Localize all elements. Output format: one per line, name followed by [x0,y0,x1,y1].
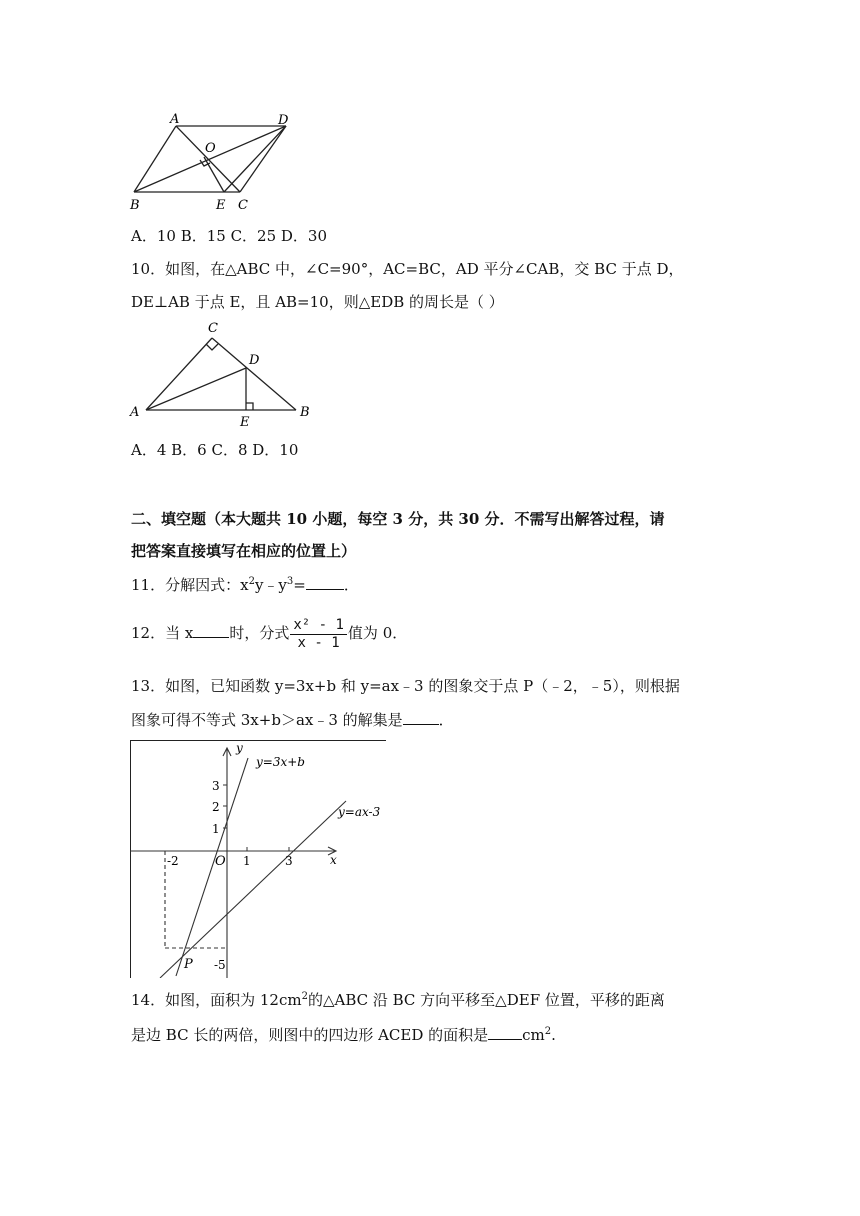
q12-numerator: x² - 1 [290,617,347,635]
q12-fraction [290,617,347,652]
vertex-D-label: D [278,113,289,128]
y-tick-1: 1 [212,822,220,836]
vertex-C-label: C [238,198,248,213]
vertex-B-label: B [130,198,140,213]
linear-functions-graph [130,740,386,978]
q11-sup2: 3 [286,576,294,587]
q11-answer-blank[interactable] [306,574,344,590]
vertex-A-label: A [170,112,180,127]
q12-answer-blank[interactable] [193,622,229,638]
q13-answer-blank[interactable] [403,709,439,725]
x-tick-3: 3 [285,854,293,868]
q14-unit: cm [522,1026,545,1044]
q11-prefix: 11．分解因式：x [131,576,249,594]
vertex-O-label: O [205,141,216,156]
x-tick-minus2: -2 [167,854,179,868]
q14-end: . [551,1026,556,1044]
section-heading-line1: 二、填空题（本大题共 10 小题，每空 3 分，共 30 分．不需写出解答过程，请 [131,510,665,528]
q10-options: A．4 B．6 C．8 D．10 [131,441,299,459]
q12-denominator: x - 1 [297,634,340,651]
vertex-A-label: A [130,405,140,420]
vertex-C-label: C [208,321,218,336]
q12-mid: 时，分式 [229,624,290,642]
q14-text-line1 [131,990,665,1010]
y-axis-label: y [236,741,243,755]
parallelogram-figure [126,110,296,214]
intersection-P-label: P [184,957,193,972]
q14-text-line2 [131,1024,556,1045]
q14-line1-suffix: 的△ABC 沿 BC 方向平移至△DEF 位置，平移的距离 [307,991,665,1009]
q12-text [131,614,407,652]
q12-suffix: 值为 0． [347,624,408,642]
q14-sup1: 2 [301,991,308,1002]
q14-answer-blank[interactable] [488,1024,522,1040]
y-tick-2: 2 [212,800,220,814]
q11-end: ． [343,576,359,594]
y-tick-3: 3 [212,779,220,793]
q13-text-line2 [131,709,454,730]
origin-label: O [215,854,226,869]
vertex-B-label: B [300,405,310,420]
q11-suffix: = [293,576,306,594]
q10-text-line1: 10．如图，在△ABC 中，∠C=90°，AC=BC，AD 平分∠CAB，交 BC 于点 D， [131,260,684,278]
q14-line2-prefix: 是边 BC 长的两倍，则图中的四边形 ACED 的面积是 [131,1026,489,1044]
q11-sup1: 2 [248,576,255,587]
q14-sup2: 2 [544,1026,552,1037]
section-heading-line2: 把答案直接填写在相应的位置上） [131,542,357,560]
q11-mid: y﹣y [254,576,287,594]
x-tick-1: 1 [243,854,251,868]
line1-label: y=3x+b [256,755,305,769]
line2-label: y=ax-3 [338,805,381,819]
vertex-E-label: E [216,198,226,213]
vertex-E-label: E [240,415,250,430]
q11-text [131,574,359,595]
q9-options: A．10 B．15 C．25 D．30 [131,227,328,245]
q13-text-line1: 13．如图，已知函数 y=3x+b 和 y=ax﹣3 的图象交于点 P（﹣2，﹣5），则根据 [131,677,680,695]
q12-prefix: 12．当 x [131,624,194,642]
x-axis-label: x [330,853,337,867]
q14-line1-prefix: 14．如图，面积为 12cm [131,991,302,1009]
vertex-D-label: D [249,353,260,368]
q13-line2-prefix: 图象可得不等式 3x+b＞ax﹣3 的解集是 [131,711,403,729]
q10-text-line2: DE⊥AB 于点 E，且 AB=10，则△EDB 的周长是（ ） [131,293,504,311]
q13-line2-suffix: ． [438,711,454,729]
right-triangle-figure [126,318,326,430]
y-tick-minus5: -5 [214,958,226,972]
